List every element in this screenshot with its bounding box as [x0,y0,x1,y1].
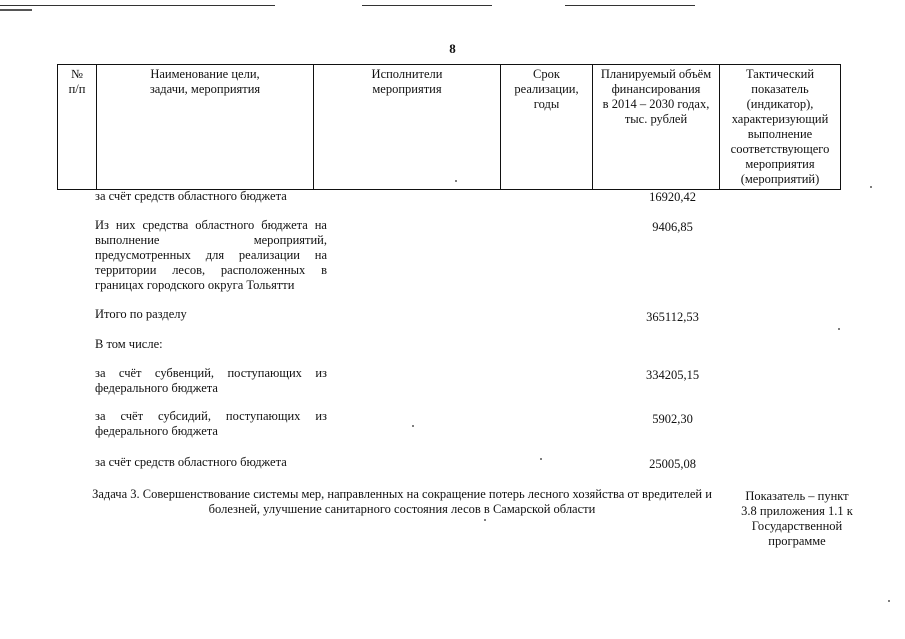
row-value: 9406,85 [652,220,693,234]
table-header [57,64,841,190]
col-header-term: Срок реализации, годы [501,65,593,190]
scan-edge-line [565,5,695,6]
scan-edge-line [362,5,492,6]
col-header-indicator: Тактический показатель (индикатор), характеризующий выполнение соответствующего мероприятия (мероприятий) [720,65,841,190]
task-indicator: Показатель – пункт 3.8 приложения 1.1 к Государственной программе [741,489,853,548]
col-header-num: № п/п [58,65,97,190]
row-label: В том числе: [95,337,163,351]
row-label: за счёт средств областного бюджета [95,455,287,469]
row-label: за счёт субвенций, поступающих из федерального бюджета [95,366,327,395]
scan-speck [455,180,457,182]
scan-speck [412,425,414,427]
scan-speck [870,186,872,188]
scan-edge-line [0,5,275,6]
row-label: Из них средства областного бюджета на выполнение мероприятий, предусмотренных для реализации на территории лесов, расположенных в границах городского округа Тольятти [95,218,327,292]
row-label: за счёт средств областного бюджета [95,189,287,203]
scan-speck [484,519,486,521]
row-label: Итого по разделу [95,307,187,321]
col-header-name: Наименование цели, задачи, мероприятия [97,65,314,190]
col-header-financing: Планируемый объём финансирования в 2014 – 2030 годах, тыс. рублей [593,65,720,190]
row-value: 365112,53 [646,310,699,324]
page-number: 8 [449,41,456,56]
row-value: 334205,15 [645,368,700,382]
scan-edge-line [0,9,32,11]
row-label: за счёт субсидий, поступающих из федерального бюджета [95,409,327,438]
scan-speck [838,328,840,330]
task-heading: Задача 3. Совершенствование системы мер, направленных на сокращение потерь лесного хозяйства от вредителей и болезней, улучшение санитарного состояния лесов в Самарской области [92,487,712,516]
row-value: 5902,30 [652,412,693,426]
col-header-executors: Исполнители мероприятия [314,65,501,190]
row-value: 16920,42 [649,190,696,204]
scan-speck [540,458,542,460]
row-value: 25005,08 [649,457,696,471]
scan-speck [888,600,890,602]
